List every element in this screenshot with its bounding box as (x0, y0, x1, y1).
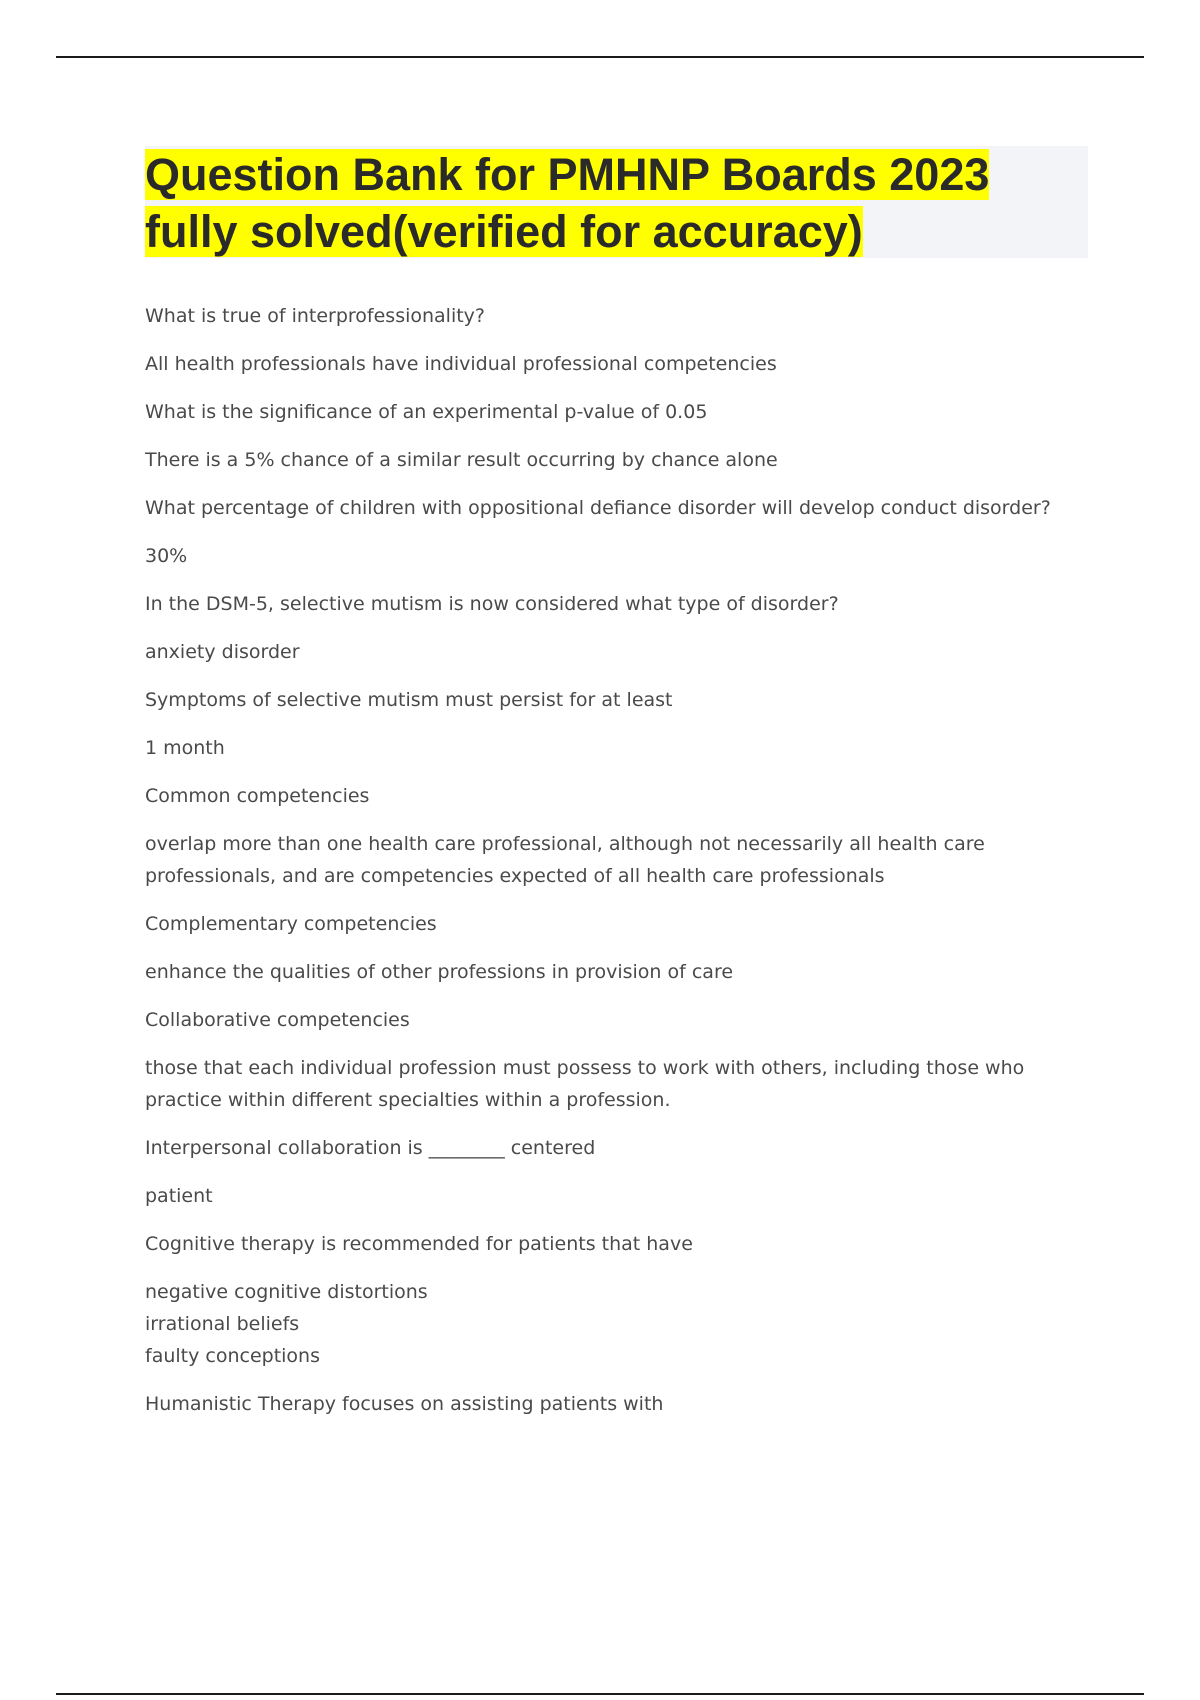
top-rule (56, 56, 1144, 58)
question-3: What percentage of children with oppositional defiance disorder will develop conduct disorder? (145, 497, 1051, 519)
question-2: What is the significance of an experimental p-value of 0.05 (145, 401, 708, 423)
title-block (145, 146, 1088, 258)
question-10: Cognitive therapy is recommended for patients that have (145, 1233, 693, 1255)
title-line-2: fully solved(verified for accuracy) (145, 206, 863, 257)
question-11: Humanistic Therapy focuses on assisting patients with (145, 1393, 664, 1415)
question-7: Complementary competencies (145, 913, 437, 935)
title-line-1: Question Bank for PMHNP Boards 2023 (145, 149, 990, 200)
answer-2: There is a 5% chance of a similar result occurring by chance alone (145, 449, 778, 471)
question-6: Common competencies (145, 785, 370, 807)
answer-6: overlap more than one health care professional, although not necessarily all health care professionals, and are competencies expected of all health care professionals (145, 833, 985, 887)
answer-5: 1 month (145, 737, 225, 759)
question-5: Symptoms of selective mutism must persist for at least (145, 689, 673, 711)
bottom-rule (56, 1693, 1144, 1695)
qa-list (145, 300, 1095, 1436)
question-9: Interpersonal collaboration is ________ centered (145, 1137, 596, 1159)
question-4: In the DSM-5, selective mutism is now considered what type of disorder? (145, 593, 839, 615)
page-title (145, 146, 1088, 260)
question-8: Collaborative competencies (145, 1009, 410, 1031)
answer-3: 30% (145, 545, 188, 567)
answer-7: enhance the qualities of other professions in provision of care (145, 961, 734, 983)
answer-10: negative cognitive distortions irrational beliefs faulty conceptions (145, 1281, 428, 1367)
answer-4: anxiety disorder (145, 641, 300, 663)
answer-8: those that each individual profession must possess to work with others, including those who practice within different specialties within a profession. (145, 1057, 1025, 1111)
answer-9: patient (145, 1185, 213, 1207)
answer-1: All health professionals have individual professional competencies (145, 353, 777, 375)
question-1: What is true of interprofessionality? (145, 305, 486, 327)
